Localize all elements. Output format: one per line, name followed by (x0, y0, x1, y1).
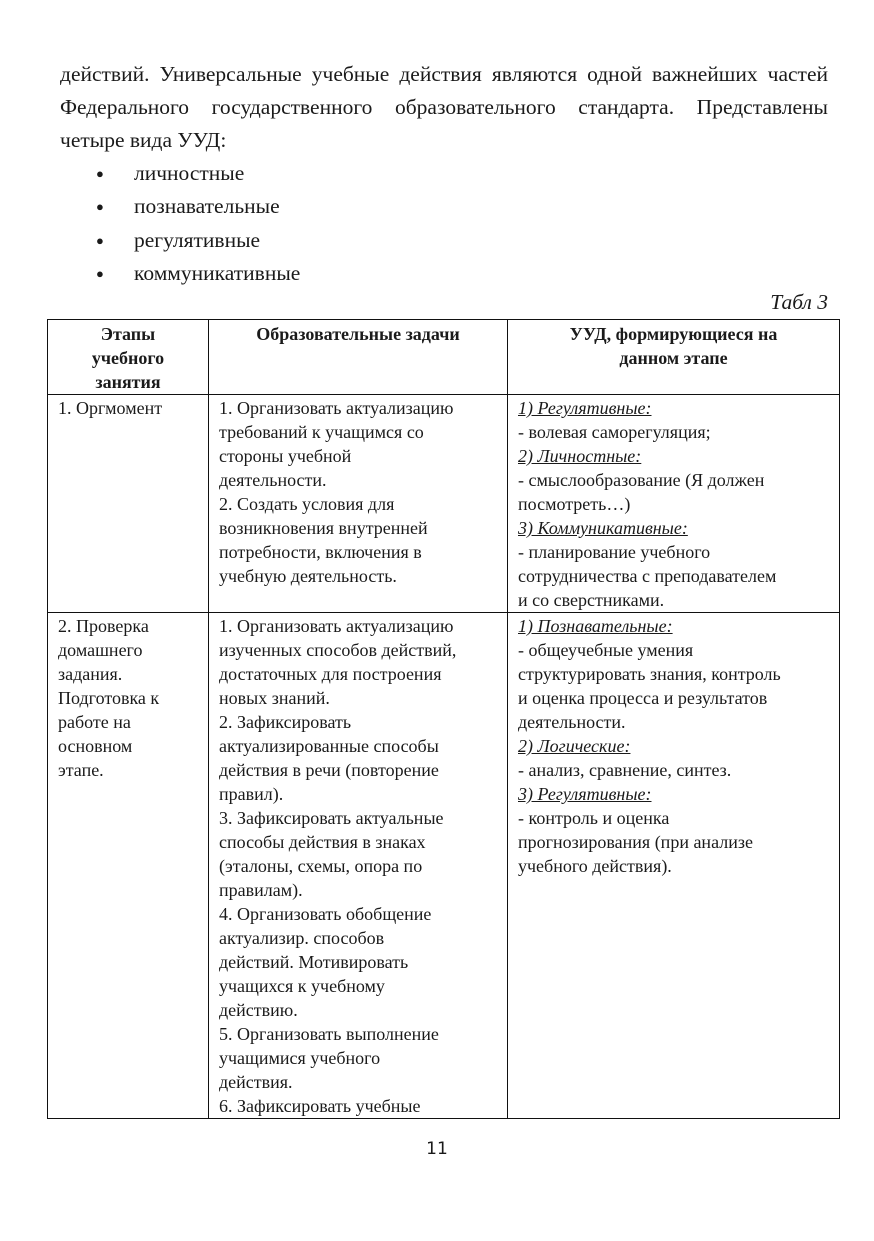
header-uud (508, 320, 840, 395)
table-row (48, 613, 840, 1119)
tasks-cell (209, 395, 508, 613)
cell-line: правил). (219, 784, 284, 804)
cell-line: требований к учащимся со (219, 422, 424, 442)
cell-line: новых знаний. (219, 688, 330, 708)
page-number: 11 (426, 1139, 448, 1159)
cell-line: действию. (219, 1000, 298, 1020)
list-item: ● личностные (96, 157, 300, 190)
cell-line: актуализированные способы (219, 736, 439, 756)
uud-item: посмотреть…) (518, 494, 631, 514)
cell-line: Подготовка к (58, 688, 160, 708)
uud-category-heading: 2) Логические: (518, 736, 631, 756)
uud-category-heading: 2) Личностные: (518, 446, 642, 466)
cell-line: действия в речи (повторение (219, 760, 439, 780)
cell-line: 1. Оргмомент (58, 398, 163, 418)
stage-cell (48, 613, 209, 1119)
cell-line: деятельности. (219, 470, 327, 490)
uud-item: учебного действия). (518, 856, 672, 876)
cell-line: Этапы (100, 324, 156, 344)
cell-line: 4. Организовать обобщение (219, 904, 432, 924)
table-caption: Табл 3 (770, 290, 828, 314)
uud-item: и со сверстниками. (518, 590, 665, 610)
cell-line: возникновения внутренней (219, 518, 428, 538)
cell-line: занятия (95, 372, 161, 392)
uud-item: прогнозирования (при анализе (518, 832, 753, 852)
intro-text (60, 58, 828, 157)
cell-line: стороны учебной (219, 446, 352, 466)
uud-item: деятельности. (518, 712, 626, 732)
uud-item: - общеучебные умения (518, 640, 694, 660)
tasks-cell (209, 613, 508, 1119)
cell-line: актуализир. способов (219, 928, 385, 948)
list-item: ● познавательные (96, 190, 300, 223)
uud-category-heading: 1) Регулятивные: (518, 398, 652, 418)
cell-line: учебную деятельность. (219, 566, 397, 586)
cell-line: способы действия в знаках (219, 832, 426, 852)
header-stages (48, 320, 209, 395)
uud-category-heading: 3) Регулятивные: (518, 784, 652, 804)
cell-line: 5. Организовать выполнение (219, 1024, 439, 1044)
cell-line: достаточных для построения (219, 664, 442, 684)
cell-line: 2. Проверка (58, 616, 149, 636)
uud-types-list (96, 157, 300, 290)
bullet-icon: ● (96, 265, 104, 281)
cell-line: учащихся к учебному (219, 976, 385, 996)
cell-line: данном этапе (619, 348, 728, 368)
table-row (48, 395, 840, 613)
cell-line: 1. Организовать актуализацию (219, 616, 454, 636)
cell-line: изученных способов действий, (219, 640, 457, 660)
stage-cell (48, 395, 209, 613)
uud-item: структурировать знания, контроль (518, 664, 781, 684)
uud-item: - контроль и оценка (518, 808, 670, 828)
intro-paragraph: действий. Универсальные учебные действия являются одной важнейших частей Федерального государственного образовательного стандарта. Представлены четыре вида УУД: (60, 62, 828, 152)
cell-line: задания. (58, 664, 123, 684)
list-item: ● регулятивные (96, 224, 300, 257)
cell-line: 3. Зафиксировать актуальные (219, 808, 444, 828)
cell-line: потребности, включения в (219, 542, 422, 562)
bullet-icon: ● (96, 232, 104, 248)
uud-item: - планирование учебного (518, 542, 711, 562)
uud-item: - смыслообразование (Я должен (518, 470, 765, 490)
uud-cell (508, 395, 840, 613)
uud-category-heading: 1) Познавательные: (518, 616, 673, 636)
cell-line: действий. Мотивировать (219, 952, 409, 972)
cell-line: действия. (219, 1072, 293, 1092)
cell-line: (эталоны, схемы, опора по (219, 856, 423, 876)
uud-item: сотрудничества с преподавателем (518, 566, 777, 586)
cell-line: УУД, формирующиеся на (569, 324, 778, 344)
header-tasks (209, 320, 508, 395)
cell-line: основном (58, 736, 133, 756)
cell-line: 6. Зафиксировать учебные (219, 1096, 421, 1116)
cell-line: этапе. (58, 760, 104, 780)
cell-line: работе на (58, 712, 131, 732)
uud-category-heading: 3) Коммуникативные: (518, 518, 688, 538)
cell-line: Образовательные задачи (256, 324, 460, 344)
uud-item: - анализ, сравнение, синтез. (518, 760, 732, 780)
cell-line: учащимися учебного (219, 1048, 381, 1068)
table-header-row (48, 320, 840, 395)
cell-line: домашнего (58, 640, 143, 660)
uud-item: и оценка процесса и результатов (518, 688, 768, 708)
uud-table (47, 319, 840, 1119)
uud-item: - волевая саморегуляция; (518, 422, 711, 442)
cell-line: 2. Зафиксировать (219, 712, 352, 732)
bullet-icon: ● (96, 199, 104, 215)
cell-line: правилам). (219, 880, 303, 900)
uud-cell (508, 613, 840, 1119)
cell-line: учебного (91, 348, 165, 368)
bullet-icon: ● (96, 166, 104, 181)
list-item: ● коммуникативные (96, 257, 300, 290)
cell-line: 2. Создать условия для (219, 494, 395, 514)
cell-line: 1. Организовать актуализацию (219, 398, 454, 418)
